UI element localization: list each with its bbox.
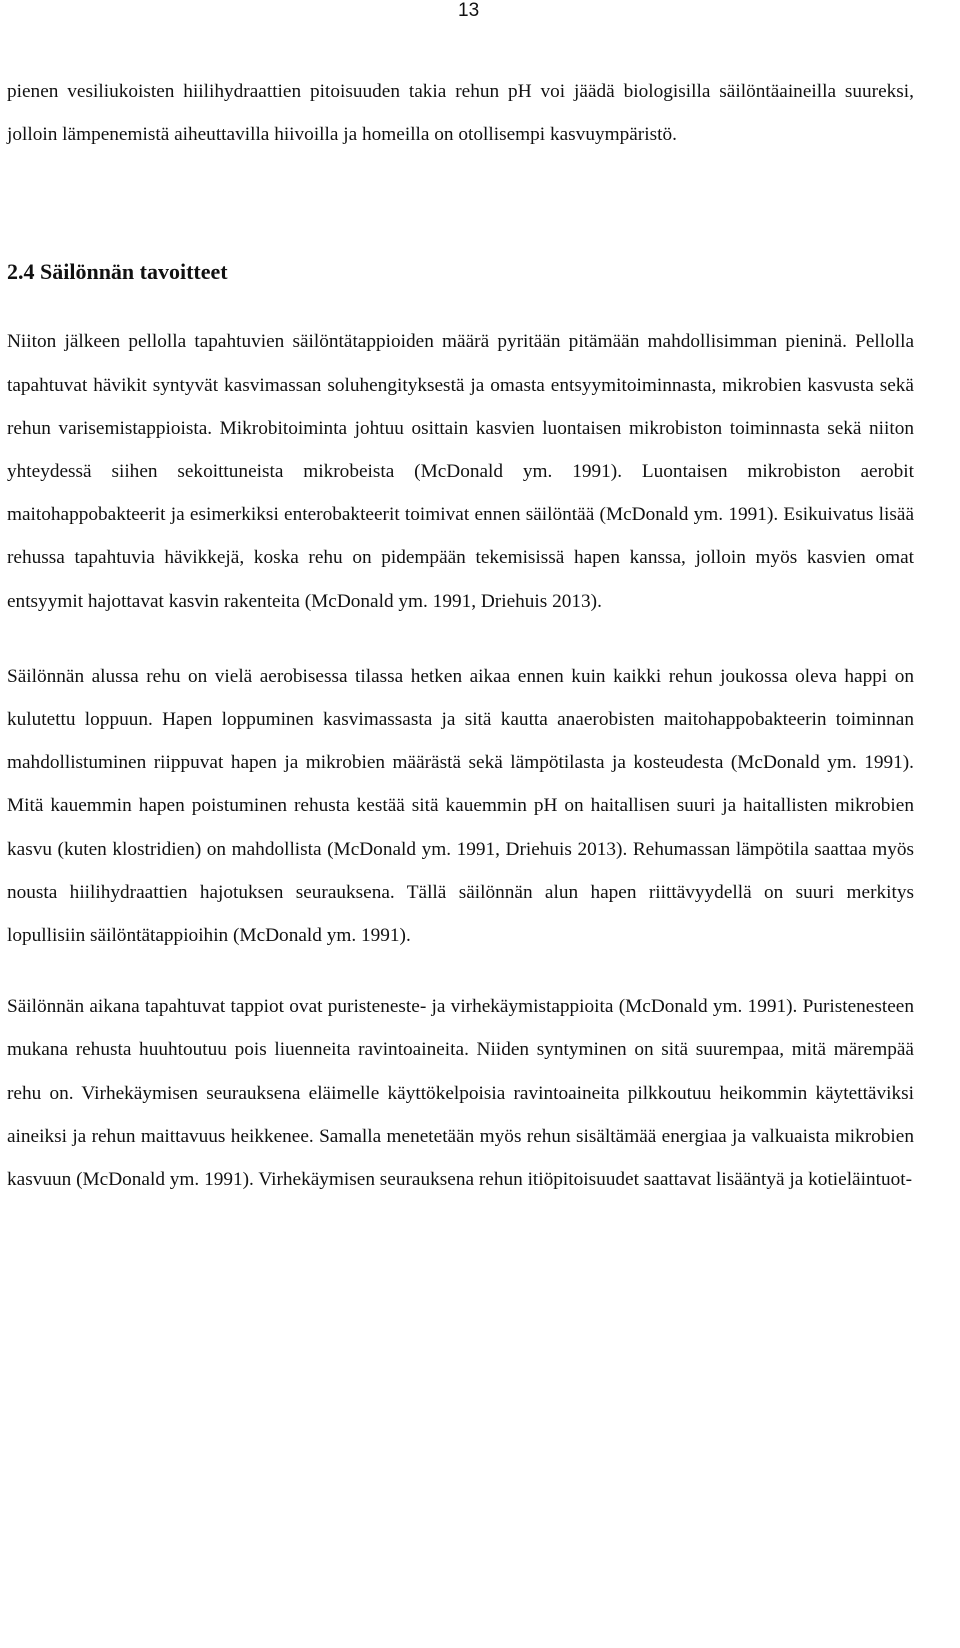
document-body — [7, 70, 914, 1201]
body-paragraph-1: Niiton jälkeen pellolla tapahtuvien säilöntätappioiden määrä pyritään pitämään mahdollisimman pieninä. Pellolla tapahtuvat hävikit syntyvät kasvimassan soluhengityksestä ja omasta entsyymitoiminnasta, mikrobien kasvusta sekä rehun varisemistappioista. Mikrobitoiminta johtuu osittain kasvien luontaisen mikrobiston toiminnasta sekä niiton yhteydessä siihen sekoittuneista mikrobeista (McDonald ym. 1991). Luontaisen mikrobiston aerobit maitohappobakteerit ja esimerkiksi enterobakteerit toimivat ennen säilöntää (McDonald ym. 1991). Esikuivatus lisää rehussa tapahtuvia hävikkejä, koska rehu on pidempään tekemisissä hapen kanssa, jolloin myös kasvien omat entsyymit hajottavat kasvin rakenteita (McDonald ym. 1991, Driehuis 2013). — [7, 331, 914, 612]
body-paragraph-2: Säilönnän alussa rehu on vielä aerobisessa tilassa hetken aikaa ennen kuin kaikki rehun joukossa oleva happi on kulutettu loppuun. Hapen loppuminen kasvimassasta ja sitä kautta anaerobisten maitohappobakteerin toiminnan mahdollistuminen riippuvat hapen ja mikrobien määrästä sekä lämpötilasta ja kosteudesta (McDonald ym. 1991). Mitä kauemmin hapen poistuminen rehusta kestää sitä kauemmin pH on haitallisen suuri ja haitallisten mikrobien kasvu (kuten klostridien) on mahdollista (McDonald ym. 1991, Driehuis 2013). Rehumassan lämpötila saattaa myös nousta hiilihydraattien hajotuksen seurauksena. Tällä säilönnän alun hapen riittävyydellä on suuri merkitys lopullisiin säilöntätappioihin (McDonald ym. 1991). — [7, 665, 914, 947]
spacer — [7, 957, 914, 985]
spacer — [7, 156, 914, 252]
body-paragraph-3: Säilönnän aikana tapahtuvat tappiot ovat puristeneste- ja virhekäymistappioita (McDonald ym. 1991). Puristenesteen mukana rehusta huuhtoutuu pois liuenneita ravintoaineita. Niiden syntyminen on sitä suurempaa, mitä märempää rehu on. Virhekäymisen seurauksena eläimelle käyttökelpoisia ravintoaineita pilkkoutuu heikommin käytettäviksi aineiksi ja rehun maittavuus heikkenee. Samalla menetetään myös rehun sisältämää energiaa ja valkuaista mikrobien kasvuun (McDonald ym. 1991). Virhekäymisen seurauksena rehun itiöpitoisuudet saattavat lisääntyä ja kotieläintuot- — [7, 996, 914, 1191]
section-heading: 2.4 Säilönnän tavoitteet — [7, 259, 228, 285]
spacer — [7, 623, 914, 655]
spacer — [7, 292, 914, 320]
intro-paragraph: pienen vesiliukoisten hiilihydraattien pitoisuuden takia rehun pH voi jäädä biologisilla säilöntäaineilla suureksi, jolloin lämpenemistä aiheuttavilla hiivoilla ja homeilla on otollisempi kasvuympäristö. — [7, 81, 914, 146]
page-number: 13 — [458, 0, 480, 21]
